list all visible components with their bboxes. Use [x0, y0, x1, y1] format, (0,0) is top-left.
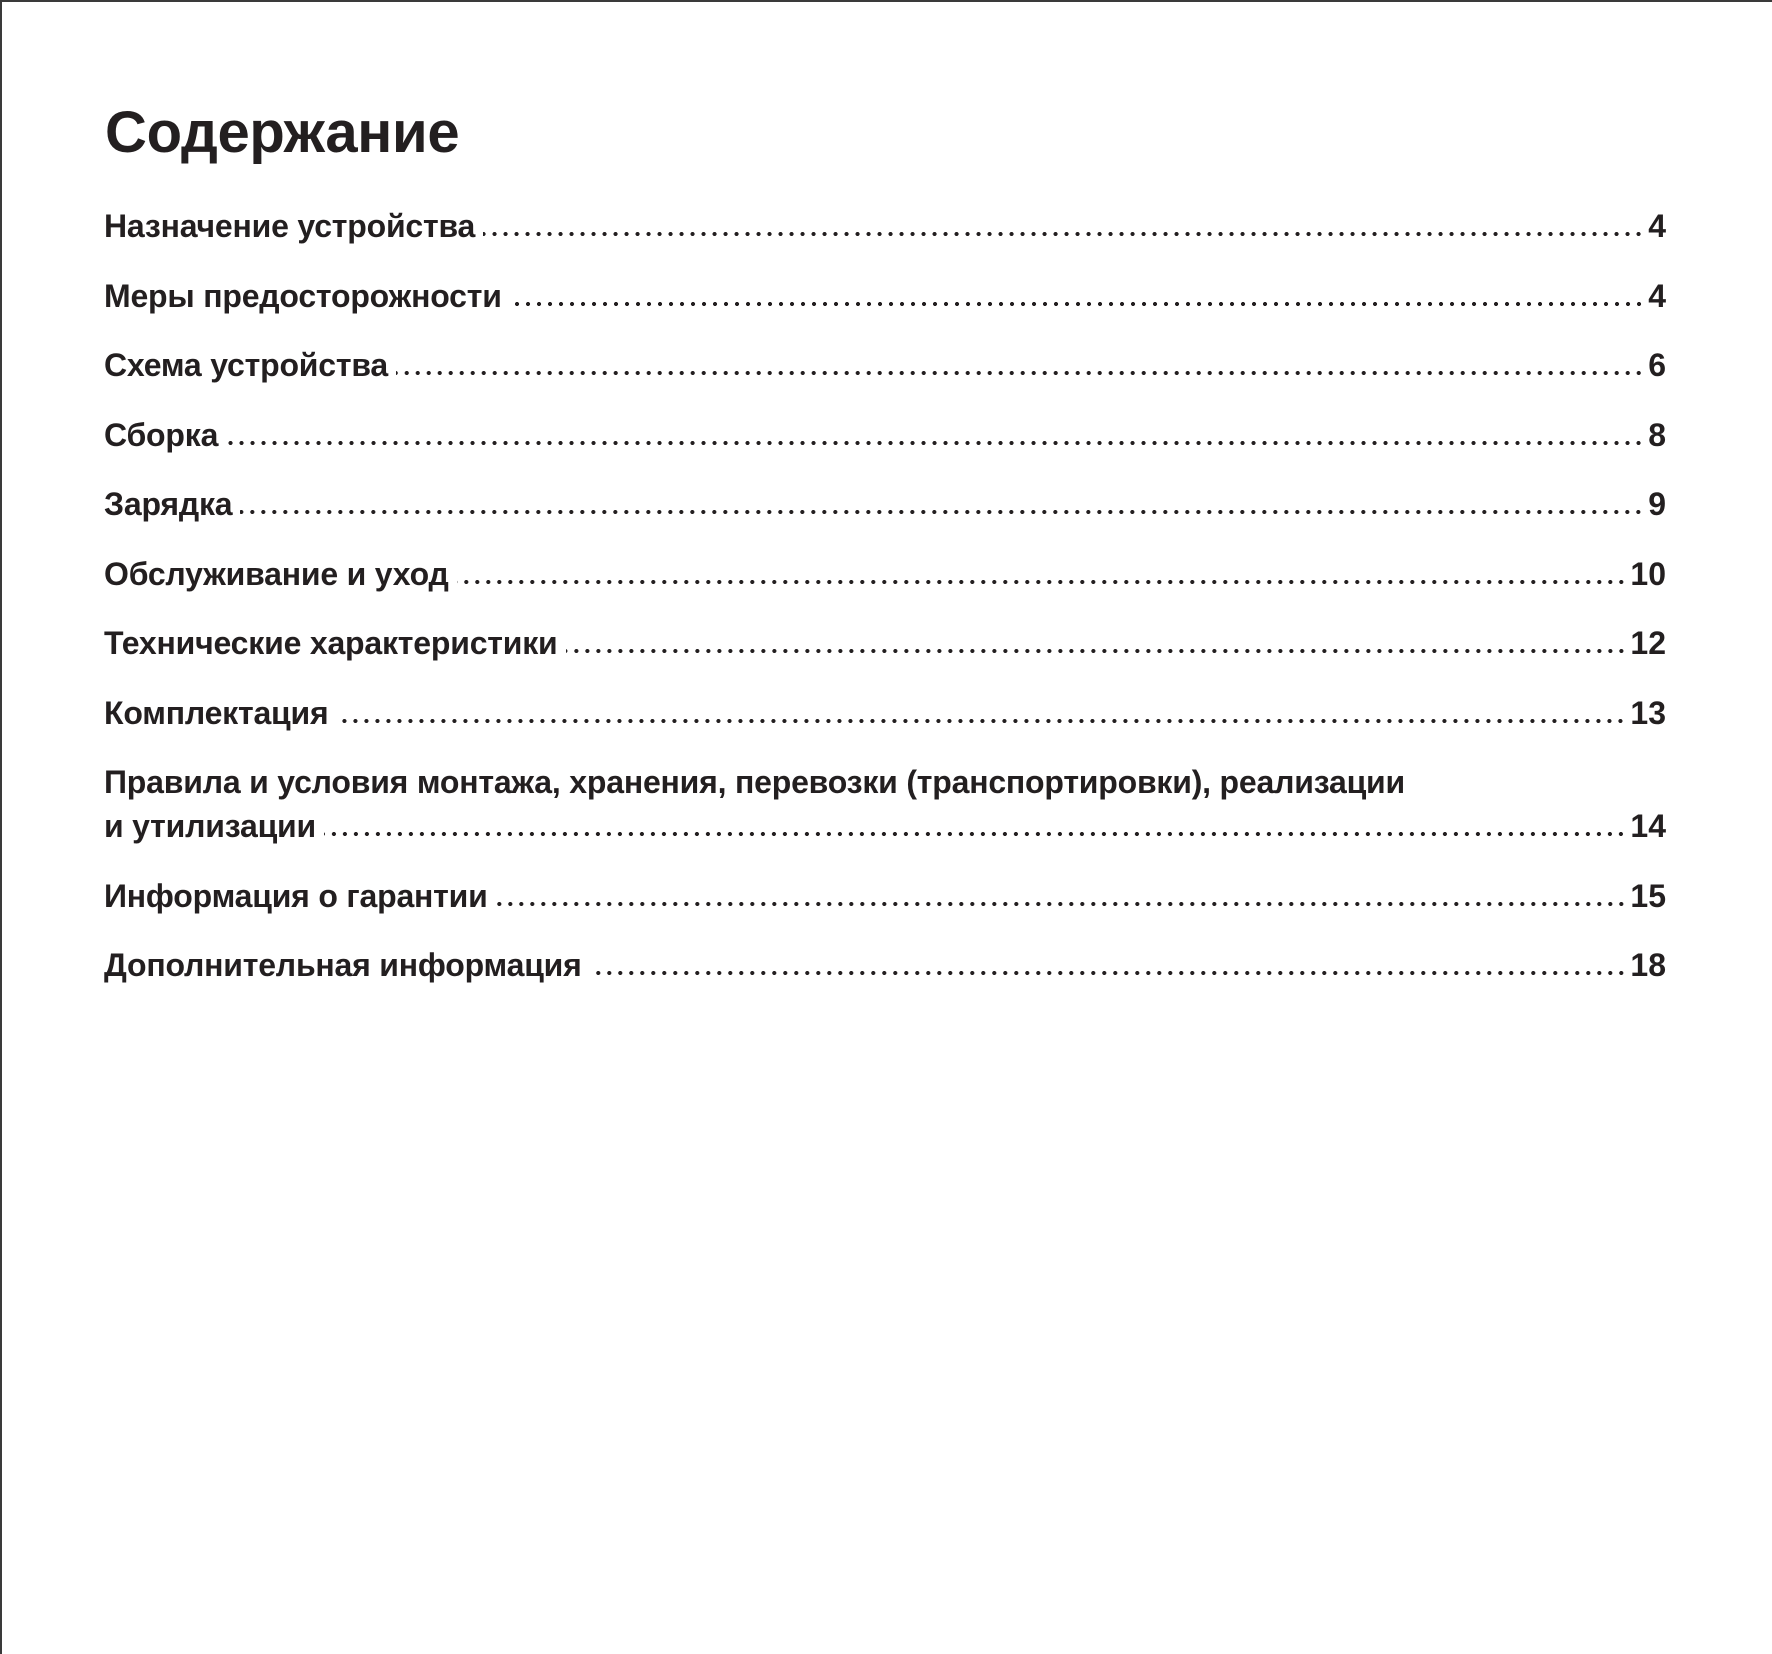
toc-entry-label: Назначение устройства — [104, 208, 476, 244]
toc-entry-package-contents[interactable] — [104, 691, 1666, 735]
dot-leader — [240, 510, 1644, 514]
toc-entry-additional-info[interactable] — [104, 943, 1666, 987]
dot-leader — [324, 832, 1626, 836]
table-of-contents — [104, 204, 1666, 1013]
toc-page-number: 4 — [1648, 208, 1666, 244]
toc-entry-label: Технические характеристики — [104, 625, 558, 661]
toc-entry-device-diagram[interactable] — [104, 343, 1666, 387]
toc-entry-label: Схема устройства — [104, 347, 388, 383]
toc-entry-specifications[interactable] — [104, 621, 1666, 665]
toc-entry-label: Зарядка — [104, 486, 233, 522]
dot-leader — [510, 302, 1645, 306]
toc-page-number: 10 — [1630, 555, 1666, 592]
toc-entry-label: Меры предосторожности — [104, 277, 502, 314]
toc-entry-purpose[interactable] — [104, 204, 1666, 248]
toc-page-number: 6 — [1648, 347, 1666, 383]
toc-entry-label: Обслуживание и уход — [104, 555, 449, 592]
dot-leader — [566, 649, 1627, 653]
toc-page-number: 13 — [1630, 694, 1666, 731]
dot-leader — [457, 580, 1627, 584]
dot-leader — [590, 971, 1627, 975]
toc-entry-label: Информация о гарантии — [104, 877, 488, 914]
toc-page-number: 9 — [1648, 486, 1666, 522]
toc-page-number: 8 — [1648, 416, 1666, 453]
dot-leader — [226, 441, 1644, 445]
toc-entry-label: Дополнительная информация — [104, 947, 582, 983]
toc-page-number: 15 — [1630, 877, 1666, 914]
toc-entry-assembly[interactable] — [104, 413, 1666, 457]
toc-page-number: 12 — [1630, 625, 1666, 661]
page-title: Содержание — [105, 100, 460, 165]
toc-entry-label-line1: Правила и условия монтажа, хранения, перевозки (транспортировки), реализации — [104, 764, 1405, 800]
dot-leader — [483, 232, 1644, 236]
dot-leader — [396, 371, 1644, 375]
toc-entry-precautions[interactable] — [104, 274, 1666, 318]
toc-entry-label: Сборка — [104, 416, 219, 453]
toc-entry-label-line2: и утилизации — [104, 808, 316, 844]
toc-entry-label: Комплектация — [104, 694, 329, 731]
toc-entry-charging[interactable] — [104, 482, 1666, 526]
toc-entry-maintenance[interactable] — [104, 552, 1666, 596]
toc-entry-storage-transport-disposal[interactable] — [104, 760, 1666, 848]
toc-page-number: 4 — [1648, 277, 1666, 314]
toc-entry-warranty[interactable] — [104, 874, 1666, 918]
toc-page-number: 18 — [1630, 947, 1666, 983]
dot-leader — [496, 902, 1627, 906]
toc-page-number: 14 — [1630, 808, 1666, 844]
dot-leader — [336, 719, 1626, 723]
